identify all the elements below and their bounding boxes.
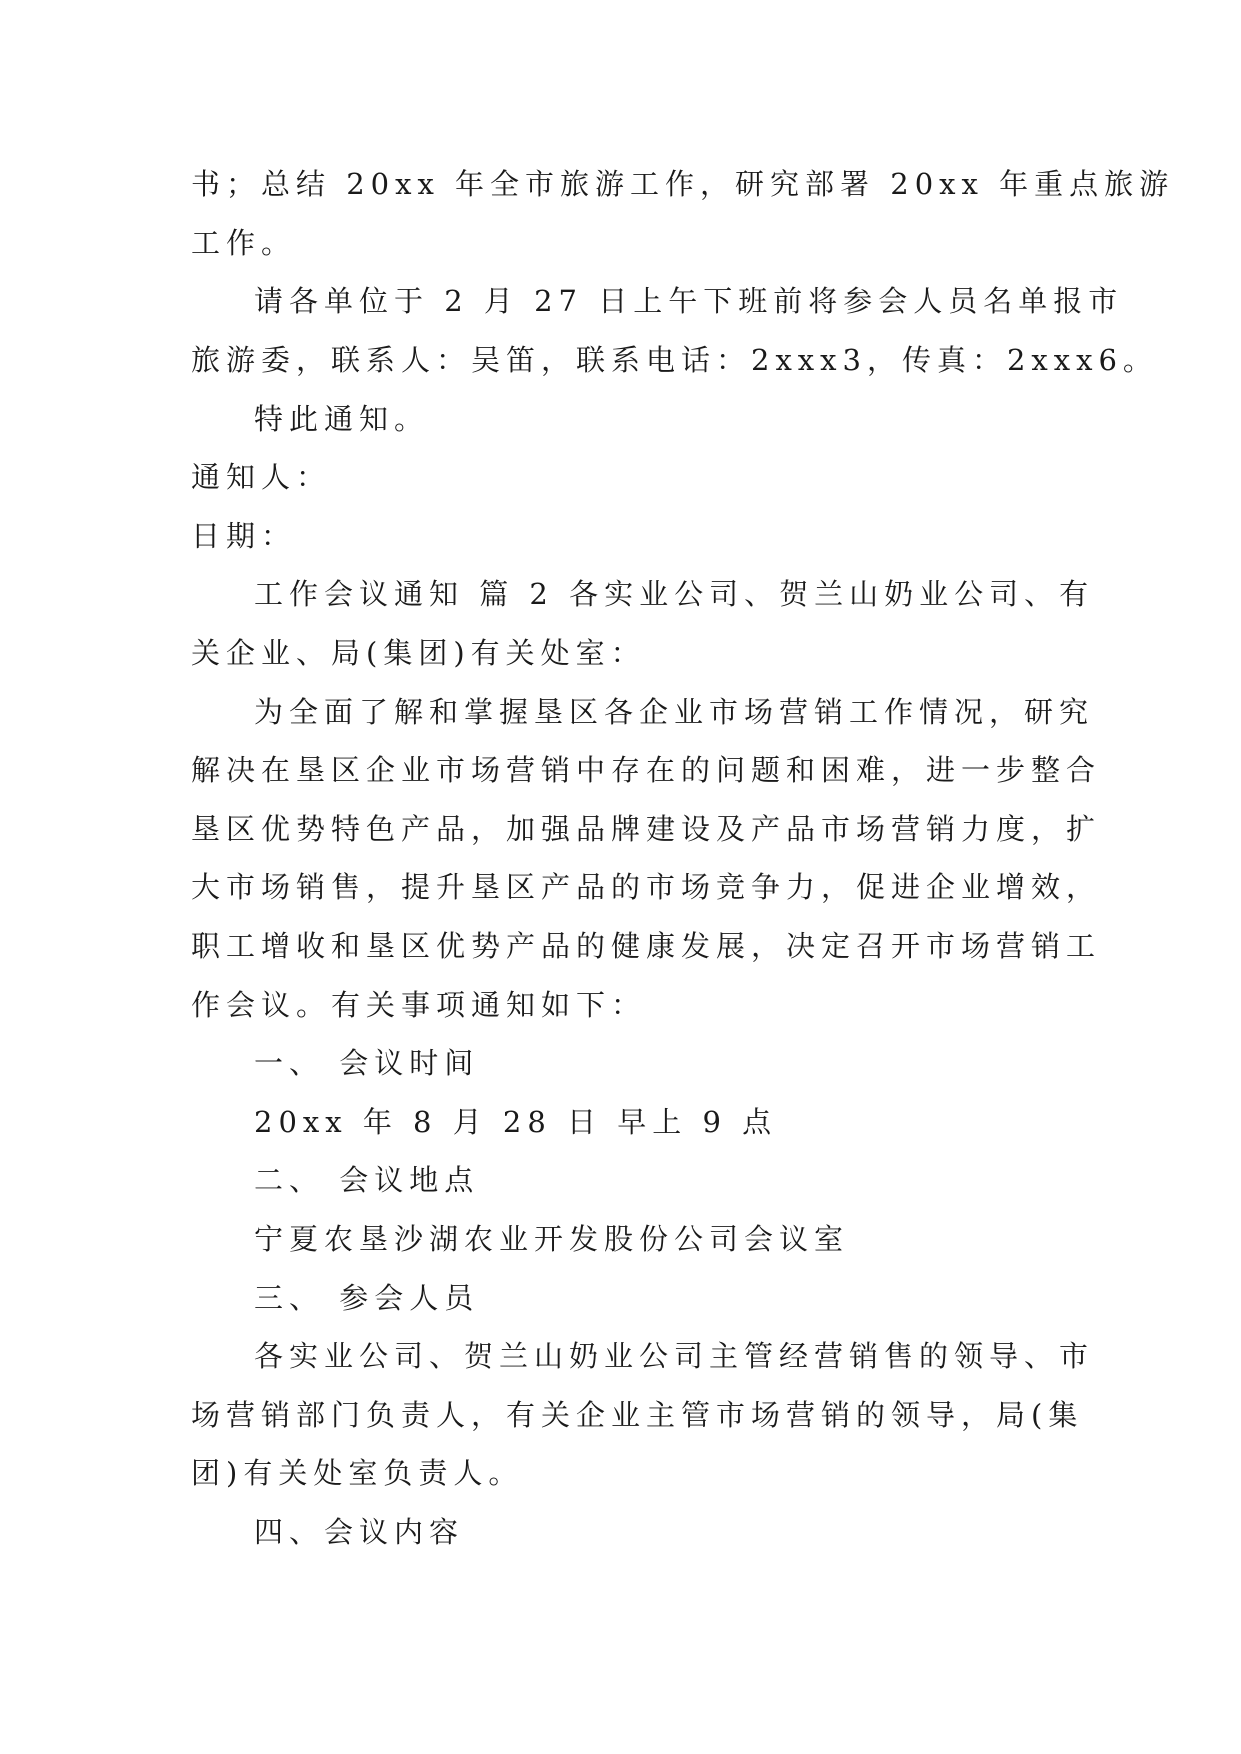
- text-line: 解决在垦区企业市场营销中存在的问题和困难，进一步整合: [191, 753, 1102, 787]
- section-heading: 二、 会议地点: [254, 1163, 480, 1197]
- text-line: 工作会议通知 篇 2 各实业公司、贺兰山奶业公司、有: [254, 577, 1095, 611]
- text-line: 垦区优势特色产品，加强品牌建设及产品市场营销力度，扩: [191, 812, 1102, 846]
- text-line: 请各单位于 2 月 27 日上午下班前将参会人员名单报市: [254, 284, 1124, 318]
- text-line: 关企业、局(集团)有关处室：: [191, 636, 646, 670]
- date-label: 日期：: [191, 519, 297, 553]
- text-line: 各实业公司、贺兰山奶业公司主管经营销售的领导、市: [254, 1339, 1095, 1373]
- section-heading: 三、 参会人员: [254, 1281, 480, 1315]
- text-line: 职工增收和垦区优势产品的健康发展，决定召开市场营销工: [191, 929, 1102, 963]
- text-line: 20xx 年 8 月 28 日 早上 9 点: [254, 1105, 778, 1139]
- section-heading: 四、会议内容: [254, 1515, 465, 1549]
- text-line: 团)有关处室负责人。: [191, 1456, 524, 1490]
- text-line: 场营销部门负责人，有关企业主管市场营销的领导，局(集: [191, 1398, 1084, 1432]
- text-line: 大市场销售，提升垦区产品的市场竞争力，促进企业增效，: [191, 870, 1102, 904]
- notifier-label: 通知人：: [191, 460, 332, 494]
- text-line: 特此通知。: [254, 402, 430, 436]
- text-line: 宁夏农垦沙湖农业开发股份公司会议室: [254, 1222, 850, 1256]
- text-line: 工作。: [191, 226, 297, 260]
- section-heading: 一、 会议时间: [254, 1046, 480, 1080]
- text-line: 为全面了解和掌握垦区各企业市场营销工作情况，研究: [254, 695, 1095, 729]
- text-line: 书；总结 20xx 年全市旅游工作，研究部署 20xx 年重点旅游: [191, 167, 1175, 201]
- text-line: 旅游委，联系人：吴笛，联系电话：2xxx3，传真：2xxx6。: [191, 343, 1158, 377]
- text-line: 作会议。有关事项通知如下：: [191, 988, 647, 1022]
